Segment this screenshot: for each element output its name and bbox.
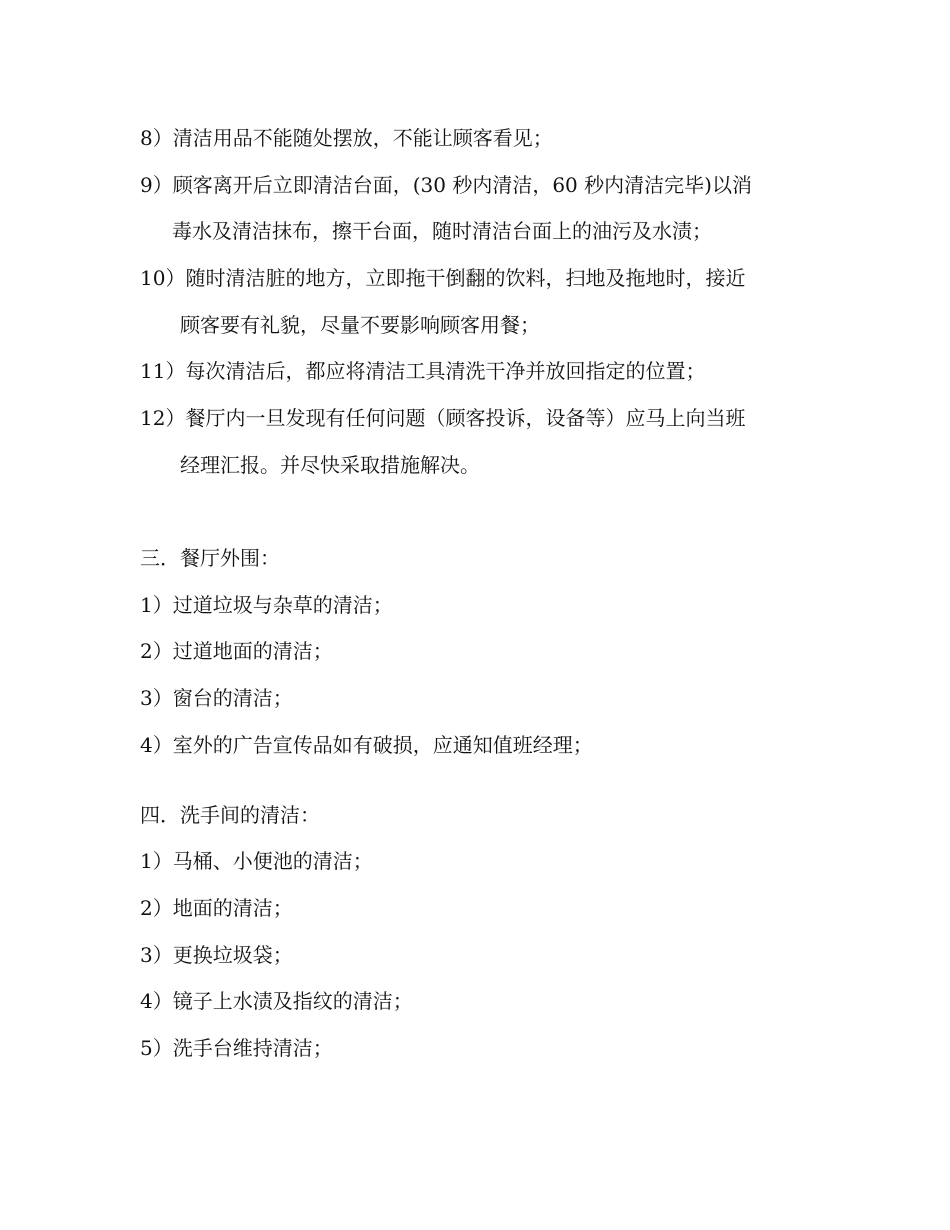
list-item: 5）洗手台维持清洁； xyxy=(140,1036,333,1060)
list-item-continuation: 经理汇报。并尽快采取措施解决。 xyxy=(180,453,480,477)
list-item: 1）马桶、小便池的清洁； xyxy=(140,849,373,873)
list-item: 2）过道地面的清洁； xyxy=(140,639,333,663)
list-item: 1）过道垃圾与杂草的清洁； xyxy=(140,593,393,617)
list-item: 3）更换垃圾袋； xyxy=(140,943,293,967)
section-heading: 三．餐厅外围： xyxy=(140,546,280,570)
section-heading: 四．洗手间的清洁： xyxy=(140,803,320,827)
list-item: 2）地面的清洁； xyxy=(140,896,293,920)
list-item: 11）每次清洁后，都应将清洁工具清洗干净并放回指定的位置； xyxy=(140,359,706,383)
list-item: 4）镜子上水渍及指纹的清洁； xyxy=(140,989,413,1013)
list-item-continuation: 毒水及清洁抹布，擦干台面，随时清洁台面上的油污及水渍； xyxy=(172,219,712,243)
list-item: 3）窗台的清洁； xyxy=(140,686,293,710)
list-item-continuation: 顾客要有礼貌，尽量不要影响顾客用餐； xyxy=(180,313,540,337)
list-item: 8）清洁用品不能随处摆放，不能让顾客看见； xyxy=(140,126,553,150)
list-item: 9）顾客离开后立即清洁台面，(30 秒内清洁，60 秒内清洁完毕)以消 xyxy=(140,173,752,197)
list-item: 10）随时清洁脏的地方，立即拖干倒翻的饮料，扫地及拖地时，接近 xyxy=(140,266,746,290)
list-item: 4）室外的广告宣传品如有破损，应通知值班经理； xyxy=(140,733,593,757)
list-item: 12）餐厅内一旦发现有任何问题（顾客投诉，设备等）应马上向当班 xyxy=(140,406,746,430)
